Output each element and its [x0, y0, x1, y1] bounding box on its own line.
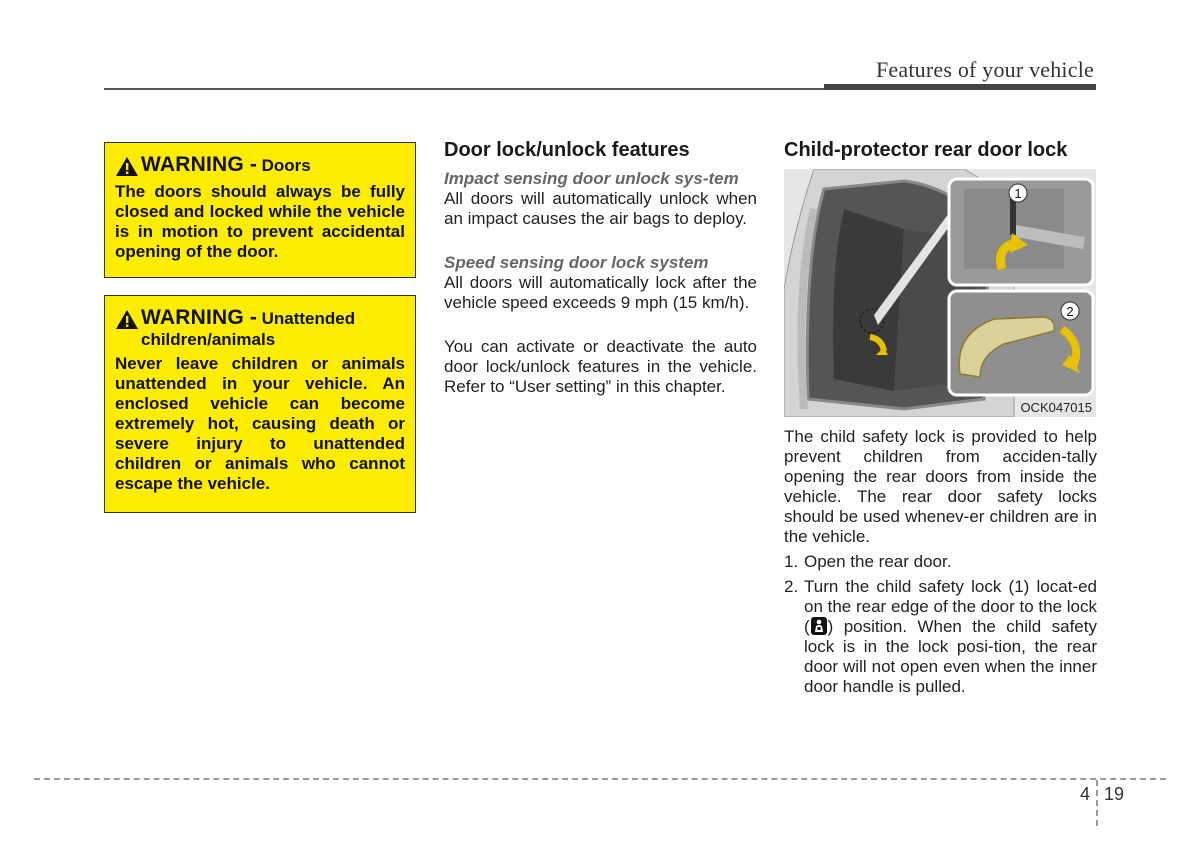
settings-body: You can activate or deactivate the auto door lock/unlock features in the vehicle. Refer to “User setting” in this chapter.	[444, 337, 757, 396]
warning-triangle-icon	[115, 156, 141, 178]
page-number: 19	[1104, 784, 1125, 804]
warning-topic-line2: children/animals	[141, 330, 276, 349]
step-text-after: ) position. When the child safety lock is in the lock posi-tion, the rear door will not open even when the inner door handle is pulled.	[804, 617, 1097, 696]
callout-2: 2	[1066, 304, 1074, 319]
warning-topic: Doors	[261, 156, 311, 175]
child-lock-icon	[811, 617, 827, 635]
callout-1: 1	[1014, 186, 1022, 201]
speed-body: All doors will automatically lock after the vehicle speed exceeds 9 mph (15 km/h).	[444, 273, 757, 312]
speed-subhead: Speed sensing door lock system	[444, 253, 709, 272]
list-item	[784, 552, 1097, 572]
section-heading: Door lock/unlock features	[444, 139, 690, 161]
header-rule-accent	[824, 84, 1096, 90]
warning-topic: Unattended	[261, 309, 356, 328]
warning-box-doors	[104, 142, 416, 278]
running-header: Features of your vehicle	[875, 57, 1094, 82]
child-lock-intro: The child safety lock is provided to help prevent children from acciden-tally opening the rear doors from inside the vehicle. The rear door safety locks should be used whenev-er children are in the vehicle.	[784, 427, 1097, 546]
step-text: Open the rear door.	[804, 552, 952, 571]
warning-label: WARNING -	[141, 153, 258, 176]
header-rule	[104, 88, 824, 90]
car-door-drawing	[784, 169, 1096, 417]
footer-rule	[34, 778, 1166, 780]
step-number: 1.	[784, 552, 799, 571]
warning-header	[115, 153, 405, 178]
warning-label: WARNING -	[141, 306, 258, 329]
warning-body: Never leave children or animals unattended in your vehicle. An enclosed vehicle can become extremely hot, causing death or severe injury to unattended children or animals who cannot escape the vehicle.	[115, 354, 405, 493]
impact-body: All doors will automatically unlock when an impact causes the air bags to deploy.	[444, 189, 757, 228]
chapter-number: 4	[1080, 784, 1091, 804]
figure-code: OCK047015	[1020, 400, 1092, 415]
warning-body: The doors should always be fully closed and locked while the vehicle is in motion to prevent accidental opening of the door.	[115, 182, 405, 261]
step-number: 2.	[784, 577, 799, 596]
section-heading: Child-protector rear door lock	[784, 139, 1068, 161]
impact-subhead: Impact sensing door unlock sys-tem	[444, 169, 739, 188]
step-text	[804, 577, 1097, 697]
door-lock-section	[444, 137, 757, 397]
warning-triangle-icon	[115, 309, 141, 331]
child-lock-steps	[784, 552, 1097, 697]
footer-divider	[1096, 780, 1098, 826]
child-lock-section	[784, 137, 1097, 697]
step-text-before: Turn the child safety lock (1) locat-ed on the rear edge of the door to the lock (	[804, 577, 1097, 636]
child-lock-illustration	[784, 169, 1096, 417]
warning-header	[115, 306, 405, 350]
warning-box-unattended	[104, 295, 416, 513]
list-item	[784, 577, 1097, 697]
